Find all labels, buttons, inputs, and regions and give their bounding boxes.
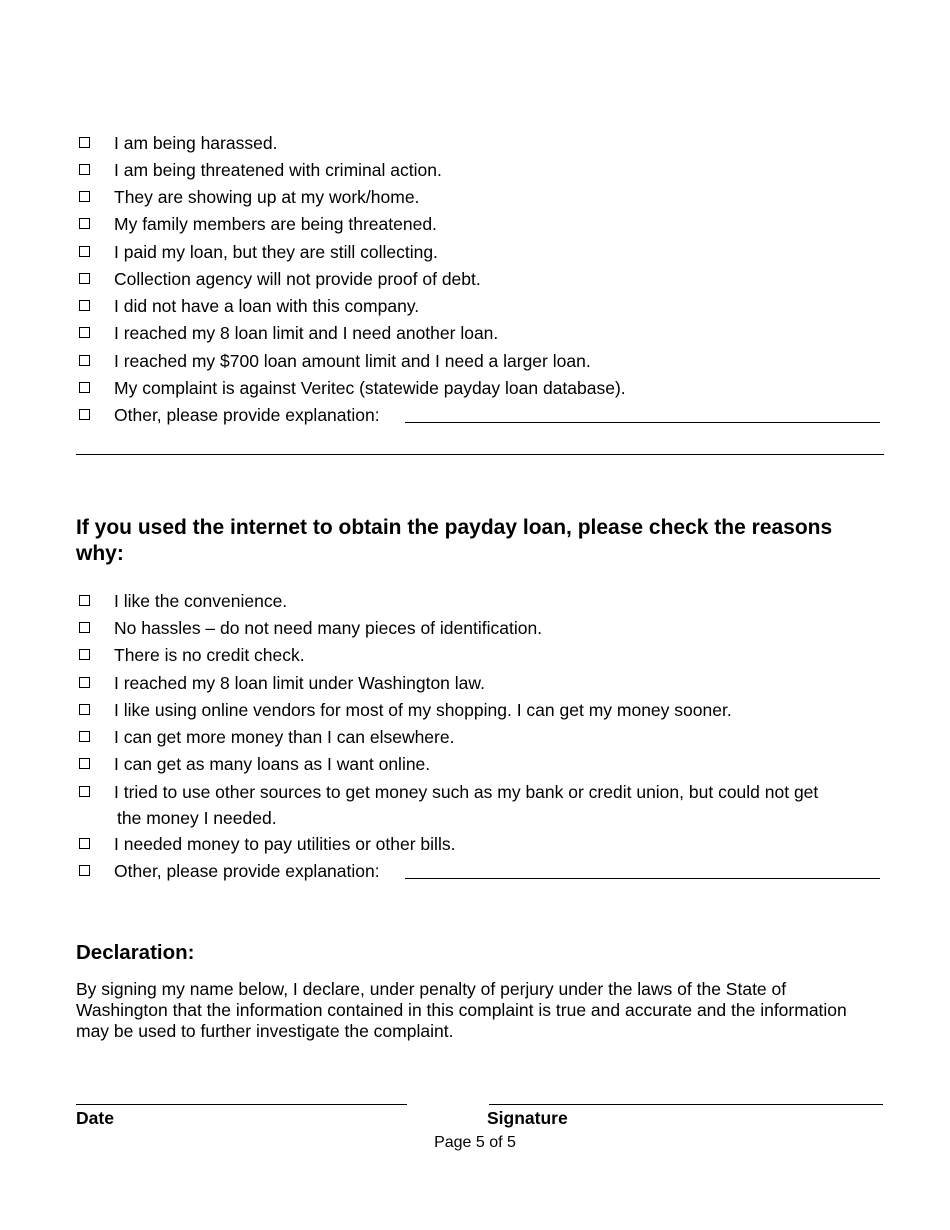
signature-label: Signature	[487, 1108, 568, 1128]
option-label: I reached my $700 loan amount limit and I need a larger loan.	[114, 351, 591, 371]
checkbox[interactable]	[79, 191, 90, 202]
checkbox[interactable]	[79, 218, 90, 229]
option-label: Other, please provide explanation:	[114, 405, 380, 425]
declaration-heading: Declaration:	[76, 941, 195, 964]
checkbox[interactable]	[79, 327, 90, 338]
checkbox[interactable]	[79, 865, 90, 876]
option-label: I needed money to pay utilities or other bills.	[114, 834, 456, 854]
option-label: I did not have a loan with this company.	[114, 296, 420, 316]
checkbox[interactable]	[79, 731, 90, 742]
option-label: Other, please provide explanation:	[114, 861, 380, 881]
checkbox[interactable]	[79, 704, 90, 715]
signature-line[interactable]	[489, 1104, 883, 1105]
option-label: I tried to use other sources to get money such as my bank or credit union, but could not get	[114, 782, 819, 802]
option-label: I can get more money than I can elsewhere.	[114, 727, 455, 747]
option-label: My complaint is against Veritec (statewide payday loan database).	[114, 378, 626, 398]
reason-other[interactable]	[76, 860, 884, 882]
checkbox[interactable]	[79, 164, 90, 175]
checkbox[interactable]	[79, 300, 90, 311]
checkbox[interactable]	[79, 355, 90, 366]
reason-other-sources-continuation: the money I needed.	[117, 808, 277, 828]
page-number: Page 5 of 5	[434, 1134, 516, 1151]
checkbox[interactable]	[79, 677, 90, 688]
option-label: I can get as many loans as I want online.	[114, 754, 431, 774]
checkbox[interactable]	[79, 409, 90, 420]
option-label: Collection agency will not provide proof of debt.	[114, 269, 481, 289]
checkbox[interactable]	[79, 758, 90, 769]
option-label: I reached my 8 loan limit and I need another loan.	[114, 323, 499, 343]
option-label: No hassles – do not need many pieces of identification.	[114, 618, 543, 638]
declaration-text: By signing my name below, I declare, under penalty of perjury under the laws of the State of Washington that the information contained in this complaint is true and accurate and the information may be used to further investigate the complaint.	[76, 979, 847, 1041]
option-label: I am being harassed.	[114, 133, 278, 153]
option-label: There is no credit check.	[114, 645, 305, 665]
option-label: I reached my 8 loan limit under Washington law.	[114, 673, 485, 693]
option-other-collection[interactable]	[76, 404, 884, 426]
option-label: I like the convenience.	[114, 591, 288, 611]
checkbox[interactable]	[79, 622, 90, 633]
checkbox[interactable]	[79, 382, 90, 393]
option-label: They are showing up at my work/home.	[114, 187, 420, 207]
explanation-field-line-2[interactable]	[76, 454, 884, 455]
checkbox[interactable]	[79, 786, 90, 797]
option-label: My family members are being threatened.	[114, 214, 437, 234]
option-label: I like using online vendors for most of my shopping. I can get my money sooner.	[114, 700, 732, 720]
checkbox[interactable]	[79, 137, 90, 148]
option-label: I am being threatened with criminal action.	[114, 160, 442, 180]
date-line[interactable]	[76, 1104, 407, 1105]
section-heading-internet: If you used the internet to obtain the payday loan, please check the reasons why:	[76, 516, 833, 565]
checkbox[interactable]	[79, 246, 90, 257]
explanation-field[interactable]	[405, 422, 880, 423]
checkbox[interactable]	[79, 649, 90, 660]
checkbox[interactable]	[79, 838, 90, 849]
date-label: Date	[76, 1108, 114, 1128]
checkbox[interactable]	[79, 595, 90, 606]
checkbox[interactable]	[79, 273, 90, 284]
option-label: I paid my loan, but they are still collecting.	[114, 242, 438, 262]
explanation-field[interactable]	[405, 878, 880, 879]
